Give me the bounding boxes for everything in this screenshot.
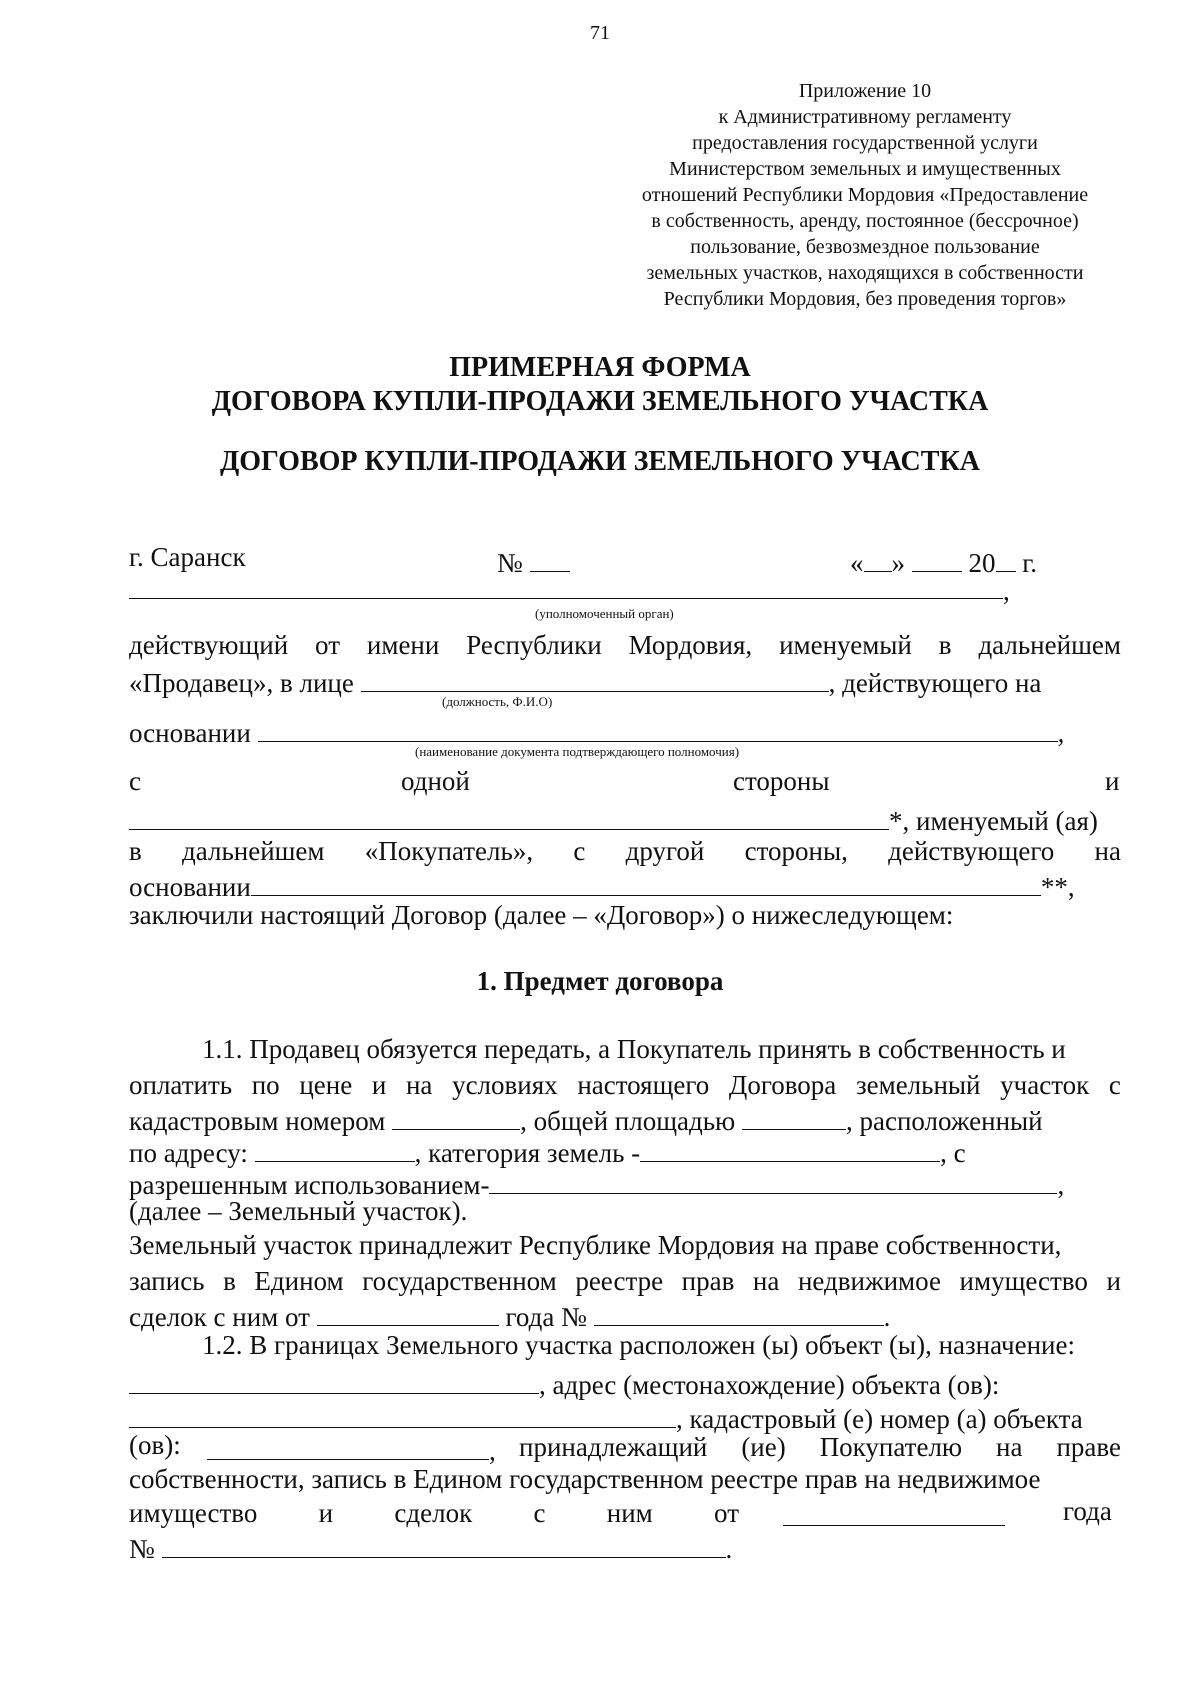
appendix-line: в собственность, аренду, постоянное (бессрочное) [651, 210, 1079, 232]
word: и [371, 1070, 387, 1100]
word: и [318, 1498, 334, 1528]
word: на [996, 1432, 1023, 1462]
word: Договора [728, 1070, 837, 1100]
day-blank [864, 544, 892, 572]
seller-representative-blank [361, 664, 829, 692]
clause-1-2-line-2 [129, 1366, 999, 1399]
preamble-one-side-line [129, 768, 1121, 798]
word: настоящего [577, 1070, 710, 1100]
form-title: ПРИМЕРНАЯ ФОРМА [449, 352, 751, 383]
word: и [1106, 1266, 1121, 1296]
word: и [1105, 766, 1120, 796]
number-blank [530, 544, 570, 572]
word: имени [366, 630, 440, 660]
word: в [129, 836, 142, 866]
word: имущество [129, 1498, 258, 1528]
word: ним [606, 1498, 653, 1528]
word: оплатить [129, 1070, 233, 1100]
clause-1-1-line-3 [129, 1102, 1043, 1135]
word: Покупателю [819, 1432, 963, 1462]
appendix-line: предоставления государственной услуги [692, 132, 1038, 154]
area-blank [742, 1102, 846, 1130]
word: на [405, 1070, 433, 1100]
number-label: № [497, 548, 523, 578]
ownership-line-1: Земельный участок принадлежит Республике Мордовия на праве собственности, [129, 1230, 1062, 1260]
preamble-seller-line [129, 664, 1041, 697]
word: другой [625, 836, 705, 866]
no-label: № [129, 1534, 155, 1564]
word: именуемый [779, 630, 912, 660]
ov-label: (ов): [129, 1430, 181, 1460]
category-blank [640, 1134, 940, 1162]
object-cadastral-number-field: , [207, 1432, 496, 1465]
property-words [129, 1498, 739, 1529]
word: от [714, 1498, 739, 1528]
clause-1-1-line-4 [129, 1134, 966, 1167]
clause-1-2-line-1: 1.2. В границах Земельного участка расположен (ы) объект (ы), назначение: [202, 1330, 1075, 1360]
word: на [752, 1266, 780, 1296]
located-label: , расположенный [845, 1106, 1043, 1136]
word: условиях [452, 1070, 558, 1100]
word: недвижимое [797, 1266, 941, 1296]
caption-authority: (уполномоченный орган) [535, 606, 674, 621]
object-registry-date-blank [783, 1498, 1005, 1526]
contract-number [497, 544, 570, 577]
address-label: по адресу: [129, 1138, 248, 1168]
word: прав [681, 1266, 735, 1296]
word: по [251, 1070, 280, 1100]
word: с [533, 1498, 546, 1528]
belong-words [519, 1432, 1121, 1463]
object-address-blank [129, 1400, 676, 1428]
word: принадлежащий [519, 1432, 708, 1462]
purpose-blank [129, 1366, 539, 1394]
word: реестре [575, 1266, 664, 1296]
buyer-blank [129, 802, 889, 830]
word: от [315, 630, 340, 660]
contract-title: ДОГОВОР КУПЛИ-ПРОДАЖИ ЗЕМЕЛЬНОГО УЧАСТКА [220, 446, 980, 477]
page-number: 71 [590, 22, 610, 44]
word: на [1094, 836, 1121, 866]
ownership-line-3: сделок с ним от года № . [129, 1298, 890, 1331]
clause-1-2-line-7: № . [129, 1530, 732, 1563]
category-label: , категория земель - [414, 1138, 641, 1168]
word: дальнейшем [978, 630, 1121, 660]
word: праве [1056, 1432, 1121, 1462]
year-suffix: г. [1022, 548, 1038, 578]
clause-1-1-line-5: разрешенным использованием- , [129, 1166, 1064, 1199]
deals-label: сделок с ним от [129, 1302, 310, 1332]
seller-label: «Продавец», в лице [129, 668, 354, 698]
appendix-line: пользование, безвозмездное пользование [690, 236, 1040, 258]
word: с [129, 766, 141, 796]
word: с [1108, 1070, 1121, 1100]
registry-date-blank [317, 1298, 499, 1326]
appendix-line: к Административному регламенту [718, 106, 1012, 128]
word: участок [1000, 1070, 1090, 1100]
object-registry-date-field [783, 1498, 1005, 1531]
appendix-line: Министерством земельных и имущественных [669, 158, 1061, 180]
ownership-line-2 [129, 1266, 1121, 1297]
month-blank [912, 544, 962, 572]
basis2-blank [251, 868, 1041, 896]
year-prefix: 20 [968, 548, 996, 578]
date-close: » [891, 548, 905, 578]
caption-document: (наименование документа подтверждающего полномочия) [415, 744, 740, 759]
word: «Покупатель», [364, 836, 534, 866]
section-1-heading: 1. Предмет договора [476, 966, 724, 996]
basis2-suffix: **, [1040, 872, 1075, 902]
word: одной [401, 766, 470, 796]
appendix-block [560, 78, 1170, 312]
area-label: , общей площадью [520, 1106, 736, 1136]
object-registry-number-blank [162, 1530, 726, 1558]
preamble-further-line [129, 836, 1121, 867]
comma: , [1003, 576, 1010, 606]
word: Едином [254, 1266, 344, 1296]
form-subtitle: ДОГОВОРА КУПЛИ-ПРОДАЖИ ЗЕМЕЛЬНОГО УЧАСТКА [211, 386, 989, 417]
preamble-basis2-line [129, 868, 1075, 901]
word: сделок [394, 1498, 473, 1528]
word: в [223, 1266, 236, 1296]
buyer-suffix: *, именуемый (ая) [889, 806, 1098, 836]
basis-label: основании [129, 872, 251, 902]
seller-suffix: , действующего на [828, 668, 1042, 698]
object-cadastral-label: , кадастровый (е) номер (а) объекта [676, 1404, 1083, 1434]
appendix-line: земельных участков, находящихся в собственности [646, 262, 1084, 284]
use-label: разрешенным использованием- [129, 1170, 490, 1200]
object-cadastral-number-blank [207, 1432, 489, 1460]
word: стороны, [744, 836, 848, 866]
word: стороны [733, 766, 830, 796]
preamble-acting-line [129, 630, 1121, 661]
year-no-label: года № [505, 1302, 587, 1332]
preamble-basis-line: основании , [129, 714, 1064, 747]
date-open: « [850, 548, 864, 578]
object-address-label: , адрес (местонахождение) объекта (ов): [539, 1370, 1000, 1400]
with-label: , с [940, 1138, 966, 1168]
cadastral-label: кадастровым номером [129, 1106, 386, 1136]
year-blank [996, 544, 1016, 572]
use-blank [489, 1166, 1057, 1194]
clause-1-1-line-2 [129, 1070, 1121, 1101]
word: Республики [466, 630, 602, 660]
word: государственном [362, 1266, 557, 1296]
basis-blank [258, 714, 1058, 742]
appendix-line: отношений Республики Мордовия «Предоставление [641, 184, 1089, 206]
word: действующий [129, 630, 289, 660]
caption-position: (должность, Ф.И.О) [442, 694, 553, 709]
year-label: года [1063, 1496, 1112, 1526]
word: запись [129, 1266, 205, 1296]
clause-1-2-line-6 [129, 1498, 1121, 1528]
word: цене [299, 1070, 353, 1100]
contract-date [850, 544, 1037, 577]
appendix-line: Республики Мордовия, без проведения торгов» [663, 288, 1067, 310]
basis-label: основании [129, 718, 251, 748]
preamble-concluded: заключили настоящий Договор (далее – «Договор») о нижеследующем: [129, 900, 954, 930]
clause-1-2-line-4 [129, 1430, 1121, 1466]
cadastral-number-blank [392, 1102, 520, 1130]
clause-1-2-line-5: собственности, запись в Едином государственном реестре прав на недвижимое [129, 1464, 1041, 1494]
address-blank [255, 1134, 415, 1162]
preamble-buyer-line [129, 802, 1098, 835]
word: Мордовия, [628, 630, 753, 660]
clause-1-2-line-3 [129, 1400, 1083, 1433]
registry-number-blank [594, 1298, 884, 1326]
city: г. Саранск [129, 542, 246, 572]
word: земельный [855, 1070, 981, 1100]
clause-1-1-line-6: (далее – Земельный участок). [129, 1196, 468, 1226]
authority-blank [129, 598, 1003, 599]
word: в [938, 630, 952, 660]
word: с [573, 836, 586, 866]
word: действующего [888, 836, 1055, 866]
clause-1-1-line-1: 1.1. Продавец обязуется передать, а Покупатель принять в собственность и [202, 1034, 1066, 1064]
word: дальнейшем [182, 836, 325, 866]
word: (ие) [741, 1432, 786, 1462]
word: имущество [959, 1266, 1088, 1296]
appendix-line: Приложение 10 [798, 80, 932, 102]
